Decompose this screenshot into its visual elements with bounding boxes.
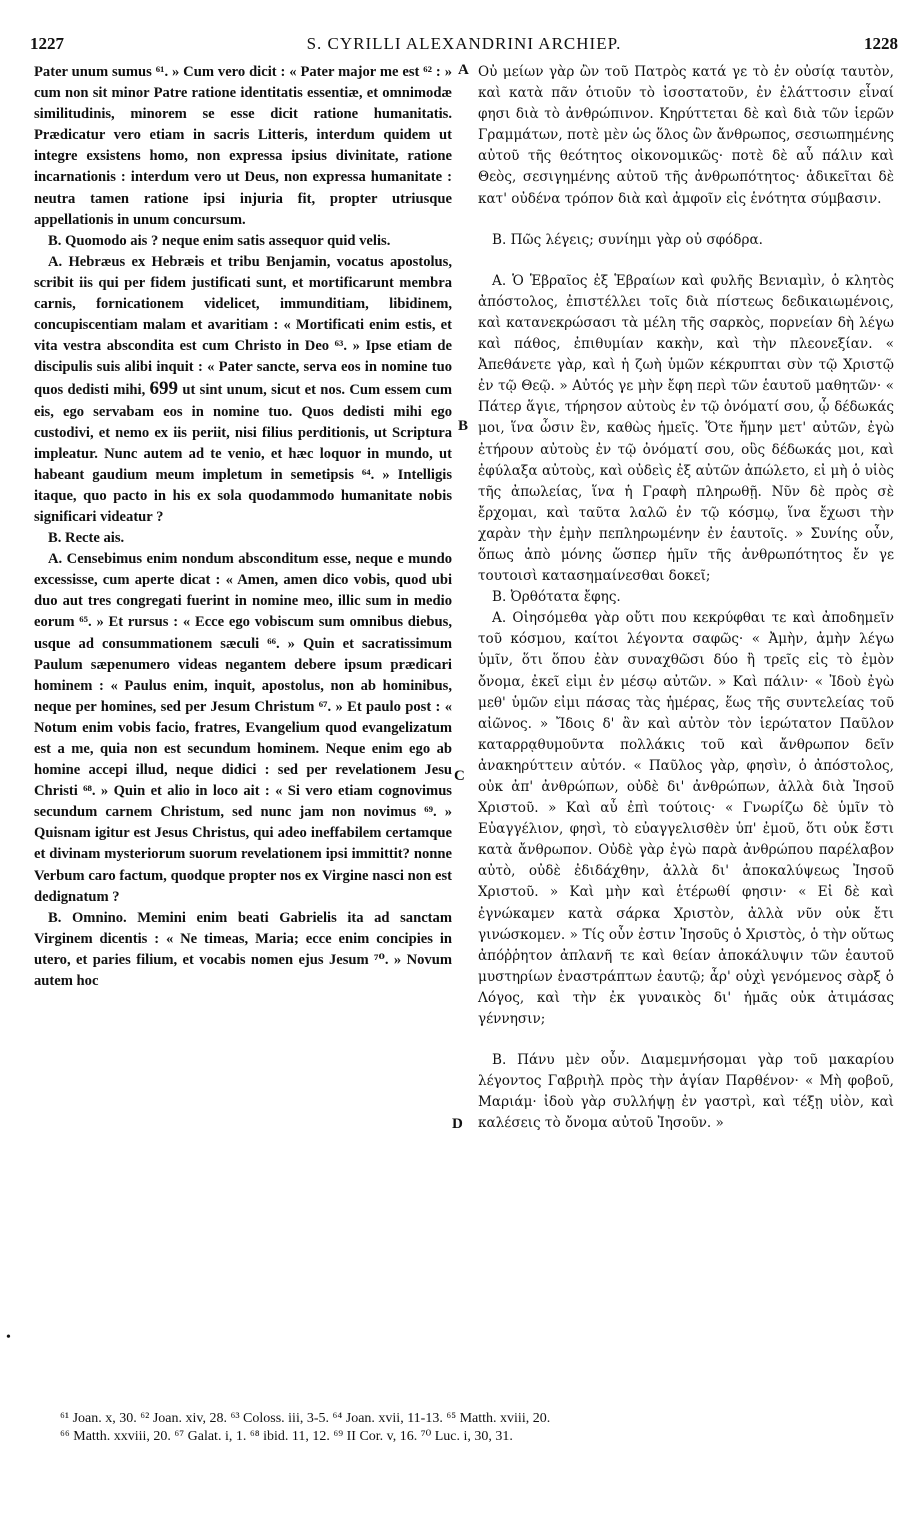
greek-paragraph: Α. Ὁ Ἑβραῖος ἐξ Ἑβραίων καὶ φυλῆς Βενιαμὶν, ὁ κλητὸς ἀπόστολος, ἐπιστέλλει τοῖς διὰ πίστεως δεδικαιωμένοις, καὶ κατανεκρώσασι τὰ μέλη τῆς σαρκὸς, πορνείαν δὴ λέγω καὶ πάθος, ἐπιθυμίαν κακὴν, καὶ τὴν πλεονεξίαν. « Ἀπεθάνετε γὰρ, καὶ ἡ ζωὴ ὑμῶν κέκρυπται σὺν τῷ Χριστῷ ἐν τῷ Θεῷ. » Αὐτός γε μὴν ἔφη περὶ τῶν ἑαυτοῦ μαθητῶν· « Πάτερ ἅγιε, τήρησον αὐτοὺς ἐν τῷ ὀνόματί σου, ᾧ δέδωκάς μοι, ἵνα ὦσιν ἓν, καθὼς ἡμεῖς. Ὅτε ἤμην μετ' αὐτῶν, ἐγὼ ἐτήρουν αὐτοὺς ἐν τῷ ὀνόματί σου, οὓς δέδωκάς μοι, καὶ ἐφύλαξα αὐτοὺς, καὶ οὐδεὶς ἐξ αὐτῶν ἀπώλετο, εἰ μὴ ὁ υἱὸς τῆς ἀπωλείας, ἵνα ἡ Γραφὴ πληρωθῇ. Νῦν δὲ πρὸς σὲ ἔρχομαι, καὶ ταῦτα λαλῶ ἐν τῷ κόσμῳ, ἵνα ἔχωσι τὴν χαρὰν τὴν ἐμὴν πεπληρωμένην ἐν ἑαυτοῖς. » Συνίης οὖν, ὅπως ἀπὸ μόνης ὥσπερ ἡμῖν τῆς ἀνθρωπότητος ἔν γε τουτοισὶ κατασημαίνεσθαι δοκεῖ; xyxy=(478,272,894,585)
footnote-divider xyxy=(34,1404,894,1405)
greek-paragraph: Β. Πῶς λέγεις; συνίημι γὰρ οὐ σφόδρα. xyxy=(492,231,763,248)
greek-paragraph: Β. Πάνυ μὲν οὖν. Διαμεμνήσομαι γὰρ τοῦ μακαρίου λέγοντος Γαβριὴλ πρὸς τὴν ἁγίαν Παρθένον· « Μὴ φοβοῦ, Μαριάμ· ἰδοὺ γὰρ συλλήψῃ ἐν γαστρὶ, καὶ τέξῃ υἱὸν, καὶ καλέσεις τὸ ὄνομα αὐτοῦ Ἰησοῦν. » xyxy=(478,1052,894,1132)
footnote-line: ⁶⁶ Matth. xxviii, 20. ⁶⁷ Galat. i, 1. ⁶⁸ ibid. 11, 12. ⁶⁹ II Cor. v, 16. ⁷⁰ Luc. i, 30, 31. xyxy=(60,1429,513,1444)
column-number-right: 1228 xyxy=(864,34,898,53)
latin-paragraph: Pater unum sumus ⁶¹. » Cum vero dicit : « Pater major me est ⁶² : » cum non sit minor Patre ratione identitatis essentiæ, et omnimodæ similitudinis, minorem se esse dicit ratione humanitatis. Prædicatur vero etiam in sacris Litteris, interdum quidem ut integre exsistens homo, non expressa ipsius divinitate, ratione incarnationis : interdum vero ut Deus, non expressa humanitate : neutra tamen ratione ipsi injuria fit, propter utriusque appellationis in unum concursum. xyxy=(34,64,452,228)
latin-paragraph: A. Censebimus enim nondum absconditum esse, neque e mundo excessisse, cum aperte dicat : « Amen, amen dico vobis, quod ubi duo aut tres congregati fuerint in nomine meo, illic sum in medio eorum ⁶⁵. » Et rursus : « Ecce ego vobiscum sum omnibus diebus, usque ad consummationem sæculi ⁶⁶. » Quin et sacratissimum Paulum sæpenumero videas negantem debere ipsum prædicari hominem : « Paulus enim, inquit, apostolus, non ab hominibus, neque per homines, sed per Jesum Christum ⁶⁷. » Et paulo post : « Notum enim vobis facio, fratres, Evangelium quod evangelizatum est a me, quia non est secundum hominem. Neque enim ego ab homine accepi illud, neque didici : sed per revelationem Jesu Christi ⁶⁸. » Quin et alio in loco ait : « Si vero etiam cognovimus secundum carnem Christum, sed nunc jam non novimus ⁶⁹. » Quisnam igitur est Jesus Christus, qui adeo ineffabilem certamque et divinam mysteriorum suorum revelationem ipsi immittit? nonne Verbum caro factum, quodque propter nos ex Virgine nasci non est dedignatum ? xyxy=(34,551,452,905)
latin-text: ut sint unum, sicut et nos. Cum essem cum eis, ego servabam eos in nomine tuo. Quos dedisti mihi ego custodivi, et nemo ex iis periit, nisi filius perditionis, ut Scriptura impleatur. Nunc autem ad te venio, et hæc loquor in mundo, ut habeant gaudium meum impletum in semetipsis ⁶⁴. » Intelligis itaque, quo pacto in his ex sola quodammodo humanitate nobis significari videatur ? xyxy=(34,382,452,525)
greek-column xyxy=(478,62,894,1135)
migne-column-number: 699 xyxy=(149,378,179,400)
latin-paragraph xyxy=(34,252,452,528)
margin-letter-a: A xyxy=(458,62,469,78)
greek-paragraph: Α. Οἰησόμεθα γὰρ οὔτι που κεκρύφθαι τε καὶ ἀποδημεῖν τοῦ κόσμου, καίτοι λέγοντα σαφῶς· « Ἀμὴν, ἀμὴν λέγω ὑμῖν, ὅτι ὅπου ἐὰν συναχθῶσι δύο ἢ τρεῖς εἰς τὸ ἐμὸν ὄνομα, ἐκεῖ εἰμι ἐν μέσῳ αὐτῶν. » Καὶ πάλιν· « Ἰδοὺ ἐγὼ μεθ' ὑμῶν εἰμι πάσας τὰς ἡμέρας, ἕως τῆς συντελείας τοῦ αἰῶνος. » Ἴδοις δ' ἂν καὶ αὐτὸν τὸν ἱερώτατον Παῦλον καταρρᾳθυμοῦντα πολλάκις τοῦ καὶ ἄνθρωπον δεῖν ἀνακηρύττειν αὐτόν. « Παῦλος γὰρ, φησὶν, ὁ ἀπόστολος, οὐκ ἀπ' ἀνθρώπων, οὐδὲ δι' ἀνθρώπων, ἀλλὰ διὰ Ἰησοῦ Χριστοῦ. » Καὶ αὖ ἐπὶ τούτοις· « Γνωρίζω δὲ ὑμῖν τὸ Εὐαγγέλιον, φησὶ, τὸ εὐαγγελισθὲν ὑπ' ἐμοῦ, ὅτι οὐκ ἔστι κατὰ ἄνθρωπον. Οὐδὲ γὰρ ἐγὼ παρὰ ἀνθρώπου παρέλαβον αὐτὸ, οὐδὲ ἐδιδάχθην, ἀλλὰ δι' ἀποκαλύψεως Ἰησοῦ Χριστοῦ. » Καὶ μὴν καὶ ἑτέρωθί φησιν· « Εἰ δὲ καὶ ἐγνώκαμεν κατὰ σάρκα Χριστὸν, ἀλλὰ νῦν οὐκ ἔτι γινώσκομεν. » Τίς οὖν ἐστιν Ἰησοῦς ὁ Χριστὸς, ὁ τὴν οὕτως ἀπόῤῥητον ἀπλανῆ τε καὶ θείαν ἀποκάλυψιν τῶν ἑαυτοῦ μυστηρίων ἐναστράπτων ἑαυτῷ; ἆρ' οὐχὶ γενόμενος σὰρξ ὁ Λόγος, καὶ τὴν ἐκ γυναικὸς δι' ἡμᾶς οὐκ ἀτιμάσας γέννησιν; xyxy=(478,610,894,1028)
latin-paragraph: B. Recte ais. xyxy=(48,530,125,547)
column-number-left: 1227 xyxy=(30,34,64,53)
footnote-line: ⁶¹ Joan. x, 30. ⁶² Joan. xiv, 28. ⁶³ Coloss. iii, 3-5. ⁶⁴ Joan. xvii, 11-13. ⁶⁵ Matth. xviii, 20. xyxy=(60,1411,551,1426)
greek-paragraph: Οὐ μείων γὰρ ὢν τοῦ Πατρὸς κατά γε τὸ ἐν οὐσίᾳ ταυτὸν, καὶ κατὰ πᾶν ὁτιοῦν τὸ ἰσοστατοῦν, ἐν ἐλάττοσιν εἶναί φησι διὰ τὸ ἀνθρώπινον. Κηρύττεται δὲ καὶ διὰ τῶν ἱερῶν Γραμμάτων, ποτὲ μὲν ὡς ὅλος ὢν ἄνθρωπος, σεσιωπημένης αὐτοῦ τῆς θεότητος οἰκονομικῶς· ποτὲ δὲ αὖ πάλιν καὶ Θεὸς, σεσιγημένης αὐτοῦ τῆς ἀνθρωπότητος· ἀδικεῖται δὲ κατ' οὐδένα τρόπον διὰ καὶ ἀμφοῖν εἰς ἑνότητα σύμβασιν. xyxy=(478,64,894,207)
margin-letter-b: B xyxy=(458,418,469,434)
latin-column xyxy=(34,62,452,992)
running-title: S. CYRILLI ALEXANDRINI ARCHIEP. xyxy=(306,34,622,53)
latin-paragraph: B. Quomodo ais ? neque enim satis assequor quid velis. xyxy=(48,232,391,249)
running-header xyxy=(30,34,898,56)
margin-letter-c: C xyxy=(454,768,465,784)
greek-paragraph: Β. Ὀρθότατα ἔφης. xyxy=(492,589,621,606)
margin-letter-d: D xyxy=(452,1116,463,1132)
footnotes xyxy=(60,1410,900,1446)
latin-text: A. Hebræus ex Hebræis et tribu Benjamin, vocatus apostolus, scribit iis qui per fidem justificati sunt, et mortificarunt membra carnis, fornicationem videlicet, immunditiam, libidinem, concupiscentiam malam et avaritiam : « Mortificati enim estis, et vita vestra abscondita est cum Christo in Deo ⁶³. » Ipse etiam de discipulis suis alibi inquit : « Pater sancte, serva eos in nomine tuo quos dedisti mihi, xyxy=(34,253,452,399)
latin-paragraph: B. Omnino. Memini enim beati Gabrielis ita ad sanctam Virginem dicentis : « Ne timeas, Maria; ecce enim concipies in utero, et paries filium, et vocabis nomen ejus Jesum ⁷⁰. » Novum autem hoc xyxy=(34,909,452,990)
margin-mark: • xyxy=(6,1330,11,1345)
